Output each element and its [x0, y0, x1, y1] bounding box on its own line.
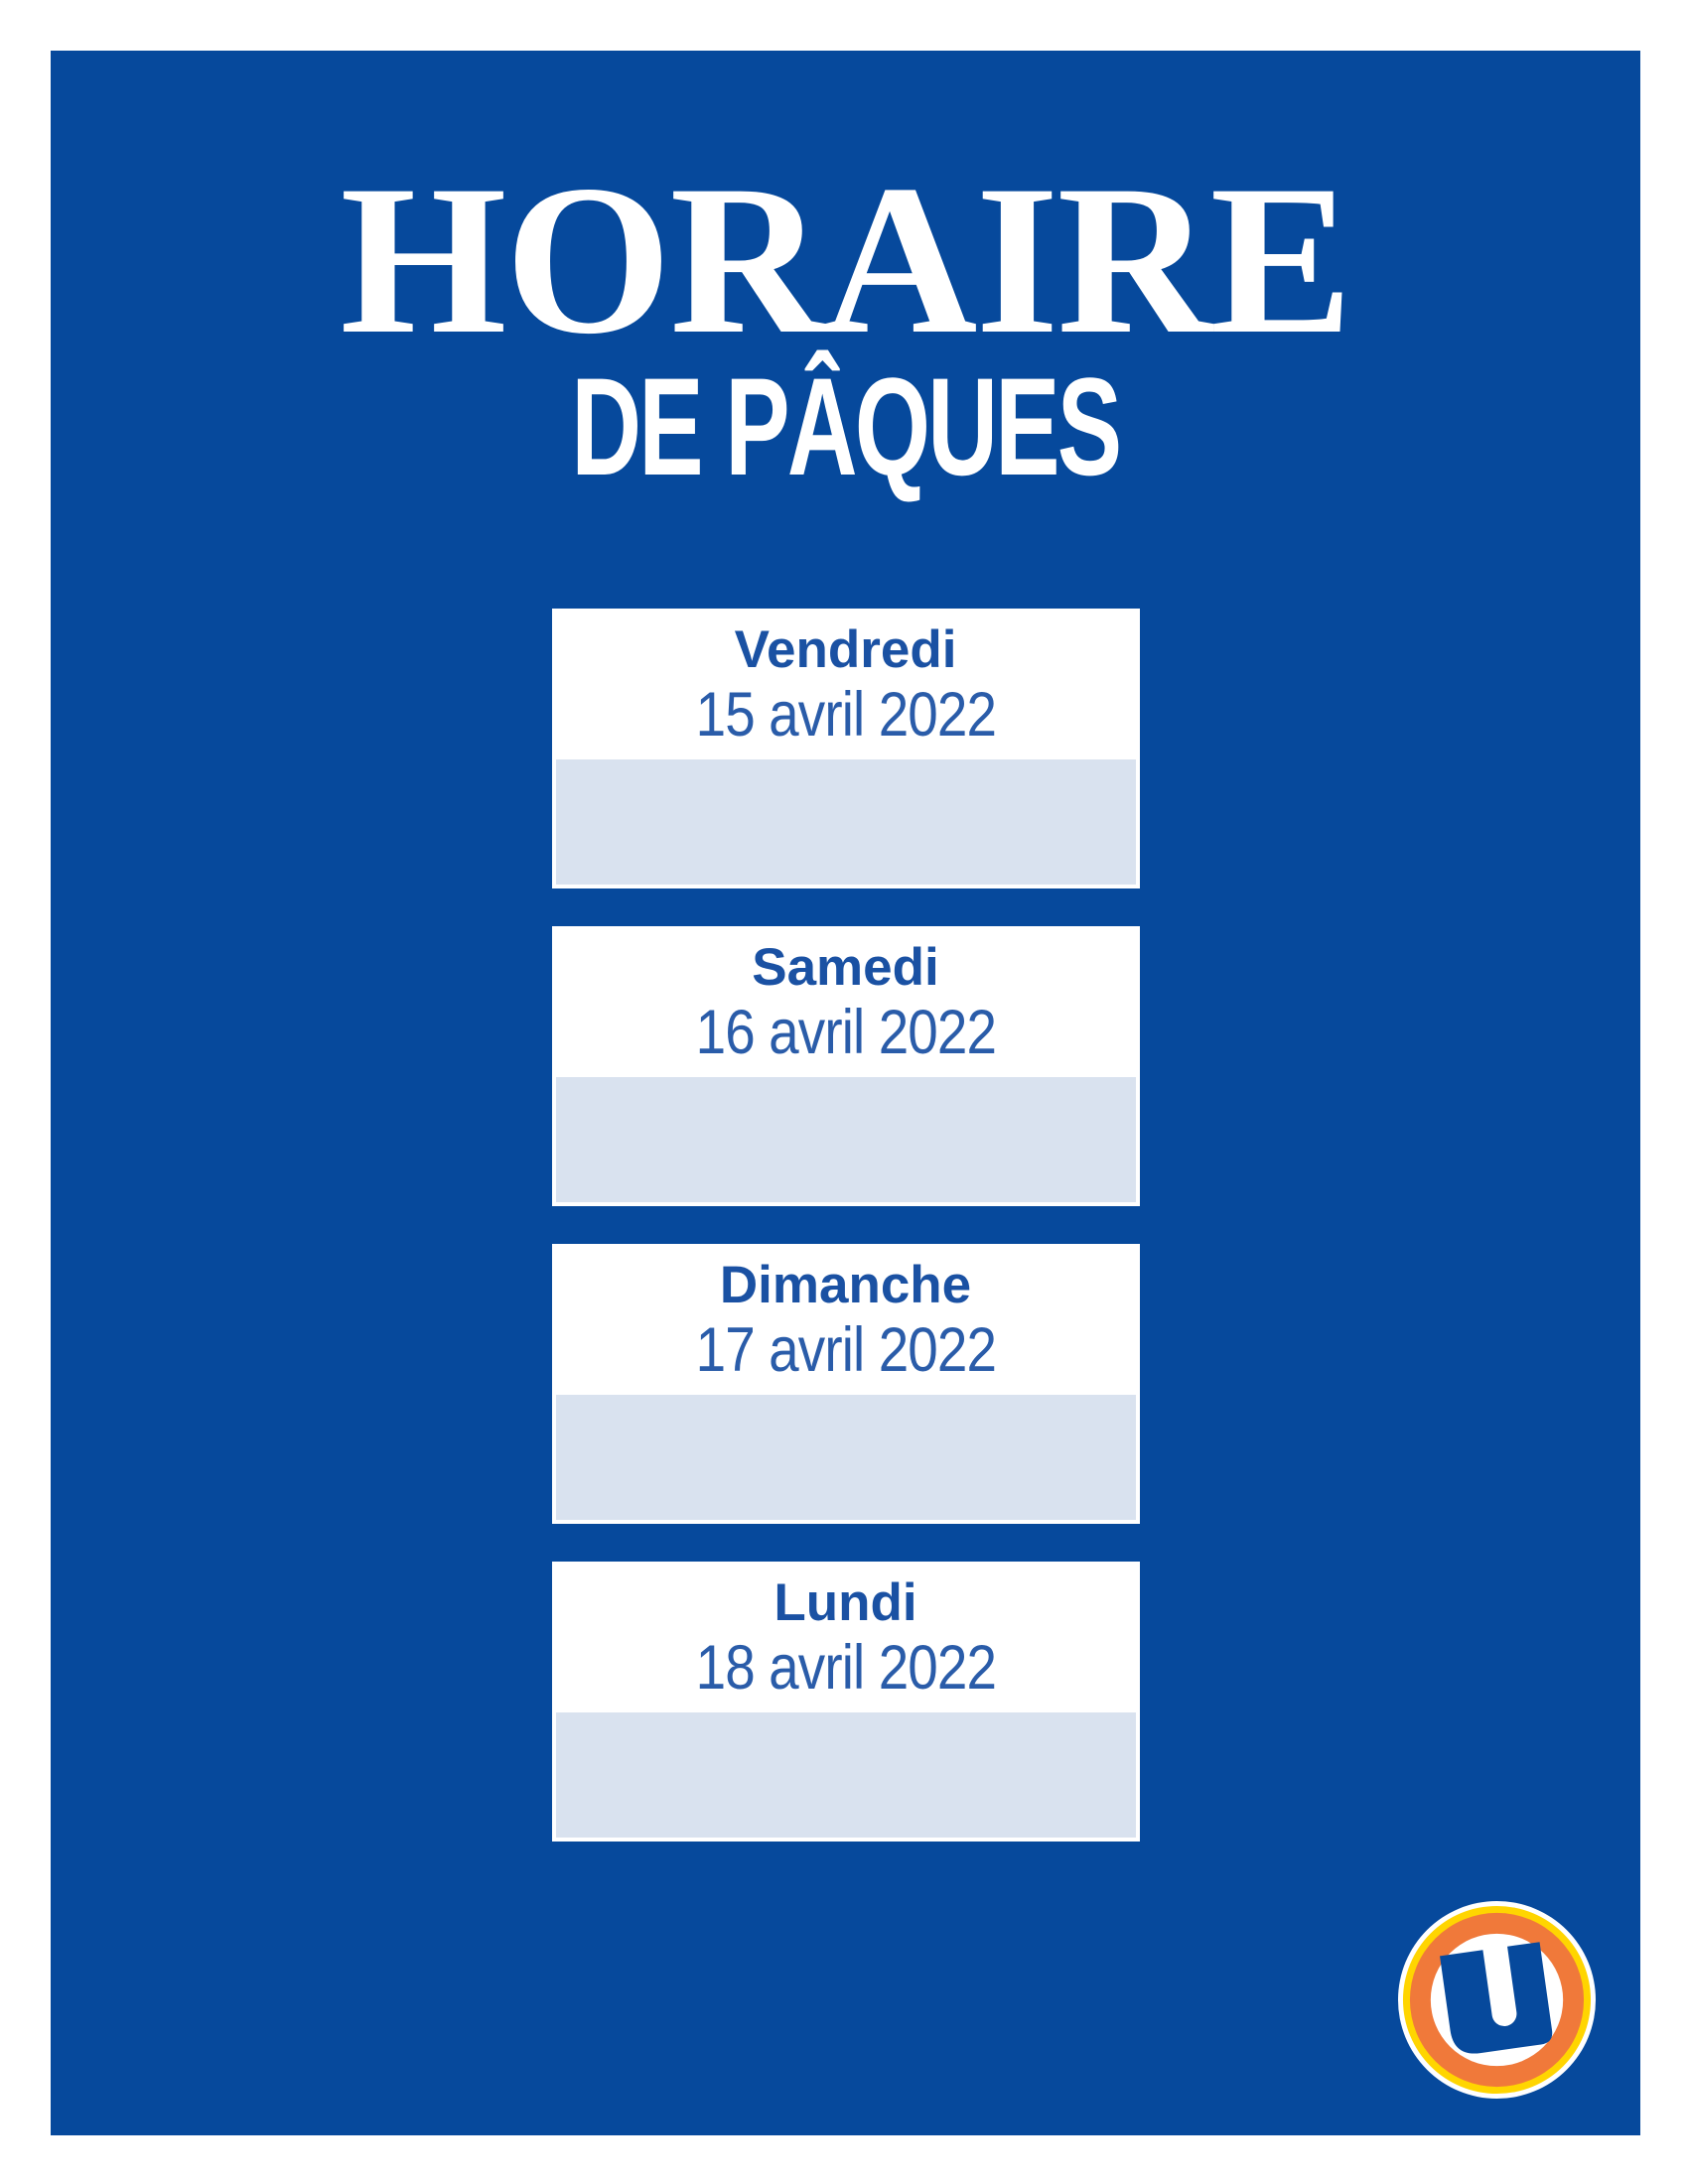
- day-date: 18 avril 2022: [695, 1633, 996, 1703]
- day-name: Vendredi: [734, 620, 957, 679]
- schedule-card-list: [51, 609, 1640, 1842]
- hours-slot: [556, 1077, 1136, 1202]
- poster-title: HORAIRE: [340, 141, 1351, 378]
- day-name: Lundi: [774, 1573, 917, 1632]
- card-header: [556, 1562, 1136, 1712]
- schedule-card-lundi: [552, 1562, 1140, 1842]
- hours-slot: [556, 759, 1136, 885]
- day-name: Dimanche: [719, 1256, 972, 1314]
- card-header: [556, 609, 1136, 759]
- card-header: [556, 926, 1136, 1077]
- schedule-card-dimanche: [552, 1244, 1140, 1524]
- schedule-card-samedi: [552, 926, 1140, 1206]
- day-date: 17 avril 2022: [695, 1315, 996, 1385]
- hours-slot: [556, 1395, 1136, 1520]
- poster-background: [51, 51, 1640, 2135]
- poster-subtitle: DE PÂQUES: [571, 348, 1120, 504]
- hours-slot: [556, 1712, 1136, 1838]
- day-date: 16 avril 2022: [695, 998, 996, 1067]
- poster-subtitle-row: [51, 350, 1640, 503]
- day-name: Samedi: [752, 938, 939, 997]
- u-logo-icon: [1397, 1900, 1597, 2100]
- schedule-card-vendredi: [552, 609, 1140, 888]
- day-date: 15 avril 2022: [695, 680, 996, 750]
- card-header: [556, 1244, 1136, 1395]
